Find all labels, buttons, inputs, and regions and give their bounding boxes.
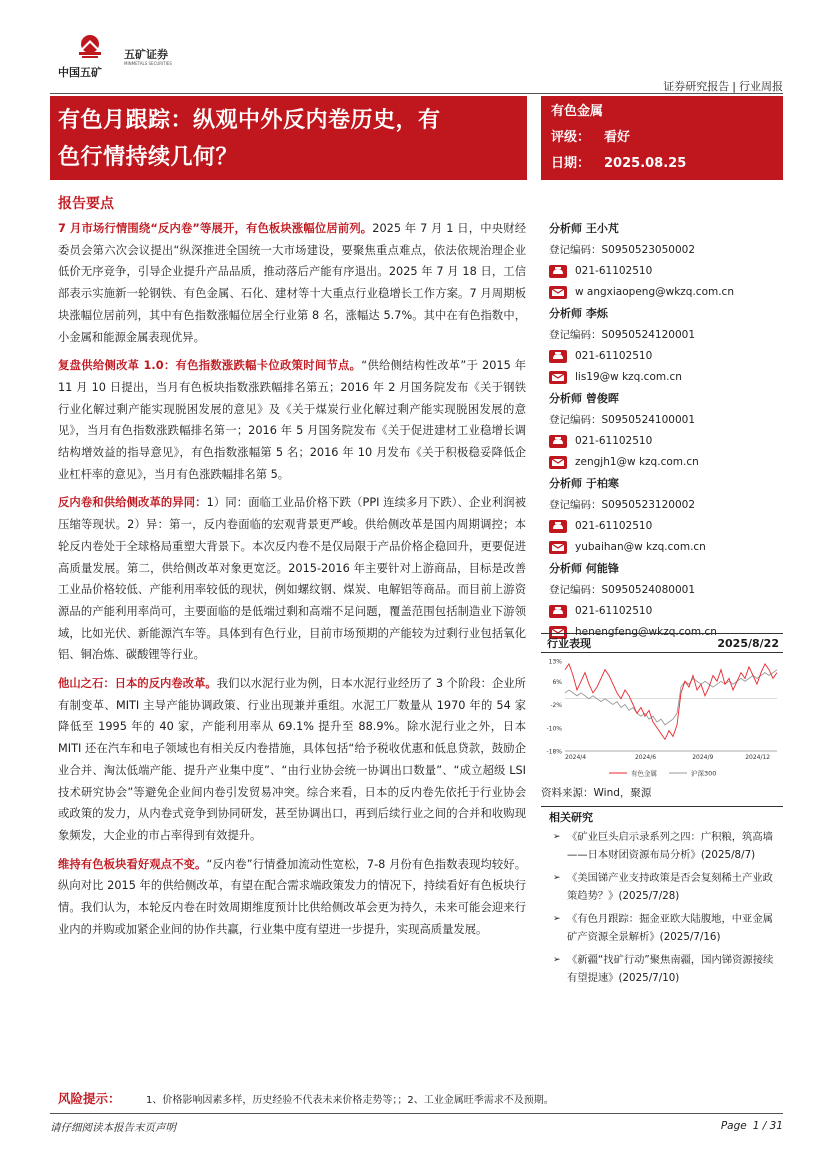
analyst-reg: 登记编码：S0950524120001 xyxy=(549,329,696,341)
analyst-reg: 登记编码：S0950523050002 xyxy=(549,244,696,256)
y-tick-label: -18% xyxy=(546,748,562,756)
arrow-icon: ➢ xyxy=(553,955,561,965)
related-item[interactable] xyxy=(541,910,783,946)
paragraph-lead: 他山之石：日本的反内卷改革。 xyxy=(58,677,217,691)
analyst-phone-row xyxy=(549,431,783,452)
date-label: 日期： xyxy=(551,156,591,171)
main-content xyxy=(58,218,526,948)
report-title-line-1: 有色月跟踪：纵观中外反内卷历史，有 xyxy=(58,108,441,133)
analyst-card xyxy=(549,303,783,388)
analyst-phone[interactable]: 021-61102510 xyxy=(575,350,653,362)
y-tick-label: -10% xyxy=(546,725,562,733)
paragraph-body: 2025 年 7 月 1 日，中央财经委员会第六次会议提出“纵深推进全国统一大市场建设，要聚焦重点难点，依法依规治理企业低价无序竞争，引导企业提升产品品质，推动落后产能有序退出。2025 年 7 月 18 日，工信部表示实施新一轮钢铁、有色金属、石化、建材等十大重点行业稳增长工作方案。7 月周期板块涨幅位居前列，其中有色指数涨幅位居全行业第 8 名，涨幅达 5.7%。其中在有色指数中，小金属和能源金属表现优异。 xyxy=(58,222,526,344)
minmetals-logo-icon xyxy=(76,34,104,60)
performance-chart xyxy=(541,633,783,781)
rating-banner xyxy=(541,96,783,180)
paragraph-lead: 维持有色板块看好观点不变。 xyxy=(58,857,207,871)
related-research xyxy=(541,806,783,992)
y-tick-label: 6% xyxy=(552,678,562,686)
analyst-name: 分析师 曾俊晖 xyxy=(549,392,619,405)
related-item[interactable] xyxy=(541,951,783,987)
report-type-separator: | xyxy=(732,80,736,93)
analyst-email[interactable]: lis19@w kzq.com.cn xyxy=(575,371,682,383)
paragraph xyxy=(58,492,526,666)
legend-label: 沪深300 xyxy=(691,769,717,778)
date-row xyxy=(551,151,773,177)
paragraph xyxy=(58,673,526,847)
risk-label: 风险提示： xyxy=(58,1091,121,1106)
phone-icon xyxy=(549,435,567,448)
analyst-phone-row xyxy=(549,516,783,537)
logo-cn-name: 中国五矿 xyxy=(58,66,102,79)
phone-icon xyxy=(549,605,567,618)
paragraph-lead: 7 月市场行情围绕“反内卷”等展开，有色板块涨幅位居前列。 xyxy=(58,222,373,235)
chart-title: 行业表现 xyxy=(547,637,591,650)
logo-brand: 五矿证券 xyxy=(124,48,168,61)
arrow-icon: ➢ xyxy=(553,873,561,883)
related-item[interactable] xyxy=(541,828,783,864)
x-tick-label: 2024/4 xyxy=(565,754,587,761)
date-value: 2025.08.25 xyxy=(604,156,687,171)
paragraph xyxy=(58,218,526,348)
analyst-email[interactable]: henengfeng@wkzq.com.cn xyxy=(575,626,717,638)
rating-label: 评级： xyxy=(551,130,591,145)
analyst-email-row xyxy=(549,282,783,303)
analyst-email[interactable]: zengjh1@w kzq.com.cn xyxy=(575,456,699,468)
analyst-reg: 登记编码：S0950523120002 xyxy=(549,499,696,511)
y-tick-label: 13% xyxy=(548,658,562,666)
analyst-email-row xyxy=(549,452,783,473)
analyst-list xyxy=(549,218,783,643)
chart-header xyxy=(541,633,783,653)
analyst-phone[interactable]: 021-61102510 xyxy=(575,435,653,447)
related-item-text: 《有色月跟踪：掘金亚欧大陆腹地，中亚金属矿产资源全景解析》(2025/7/16) xyxy=(567,913,773,943)
paragraph-lead: 复盘供给侧改革 1.0：有色指数涨跌幅卡位政策时间节点。 xyxy=(58,359,362,373)
analyst-name: 分析师 于柏寒 xyxy=(549,477,619,490)
analyst-card xyxy=(549,473,783,558)
related-item-text: 《矿业巨头启示录系列之四：广积粮，筑高墙——日本财团资源布局分析》(2025/8/7) xyxy=(567,831,773,861)
x-tick-label: 2024/6 xyxy=(634,754,657,761)
email-icon xyxy=(549,371,567,384)
report-title-line-2: 色行情持续几何？ xyxy=(58,145,239,170)
analyst-email-row xyxy=(549,537,783,558)
phone-icon xyxy=(549,350,567,363)
related-item-text: 《新疆“找矿行动”聚焦南疆，国内锑资源接续有望提速》(2025/7/10) xyxy=(567,954,774,984)
chart-date: 2025/8/22 xyxy=(717,636,779,650)
bottom-divider xyxy=(50,1113,783,1114)
analyst-email[interactable]: w angxiaopeng@wkzq.com.cn xyxy=(575,286,734,298)
phone-icon xyxy=(549,265,567,278)
page-number: 1 / 31 xyxy=(752,1120,783,1132)
report-type-2: 行业周报 xyxy=(739,80,783,93)
paragraph-body: 我们以水泥行业为例，日本水泥行业经历了 3 个阶段：企业所有制变革、MITI 主导产能协调政策、行业出现兼并重组。水泥工厂数量从 1970 年的 54 家降低至 1995 年的 40 家，产能利用率从 69.1% 提升至 88.9%。除水泥行业之外，日本 MITI 还在汽车和电子领域也有相关反内卷措施，具体包括“给予税收优惠和低息贷款，鼓励企业合并、淘汰低端产能、提升产业集中度”、“由行业协会统一协调出口数量”、“成立超级 LSI 技术研究协会”等避免企业间内卷引发贸易冲突。综合来看，日本的反内卷先依托于行业协会或政策的发力，从内卷式竞争到协同研发，甚至协调出口，再到后续行业之间的合并和收购现象频发，大企业的市占率得到有效提升。 xyxy=(58,677,526,842)
paragraph-body: “反内卷”行情叠加流动性宽松，7-8 月份有色指数表现均较好。纵向对比 2015 年的供给侧改革，有望在配合需求端政策发力的情况下，持续看好有色板块行情。我们认为，本轮反内卷在时效周期维度预计比供给侧改革会更为持久，未来可能会迎来行业内的并购或加紧企业间的协作共赢，行业集中度有望进一步提升，实现高质量发展。 xyxy=(58,857,526,936)
series-line xyxy=(565,664,777,740)
related-item[interactable] xyxy=(541,869,783,905)
analyst-email-row xyxy=(549,367,783,388)
analyst-name: 分析师 王小芃 xyxy=(549,222,619,235)
paragraph xyxy=(58,854,526,941)
arrow-icon: ➢ xyxy=(553,914,561,924)
page-label: Page xyxy=(720,1120,747,1132)
company-logo xyxy=(58,34,178,82)
footer-disclaimer: 请仔细阅读本报告末页声明 xyxy=(50,1122,176,1134)
analyst-phone-row xyxy=(549,261,783,282)
analyst-email[interactable]: yubaihan@w kzq.com.cn xyxy=(575,541,706,553)
risk-notice xyxy=(58,1089,783,1107)
paragraph-lead: 反内卷和供给侧改革的异同： xyxy=(58,496,207,510)
analyst-phone[interactable]: 021-61102510 xyxy=(575,605,653,617)
analyst-card xyxy=(549,558,783,643)
footer-page xyxy=(715,1120,783,1132)
y-tick-label: -2% xyxy=(550,702,562,710)
logo-brand-sub: MINMETALS SECURITIES xyxy=(124,61,172,66)
chart-plot xyxy=(541,653,783,781)
related-title: 相关研究 xyxy=(541,806,783,828)
analyst-card xyxy=(549,218,783,303)
analyst-card xyxy=(549,388,783,473)
chart-source: 资料来源：Wind，聚源 xyxy=(541,787,652,799)
phone-icon xyxy=(549,520,567,533)
report-type xyxy=(663,78,783,94)
top-divider xyxy=(50,93,783,94)
analyst-phone[interactable]: 021-61102510 xyxy=(575,265,653,277)
paragraph-body: 1）同：面临工业品价格下跌（PPI 连续多月下跌）、企业利润被压缩等现状。2）异：第一，反内卷面临的宏观背景更严峻。供给侧改革是国内周期调控；本轮反内卷处于全球格局重塑大背景下。本次反内卷不是仅局限于产品价格企稳回升，更要促进高质量发展。第二，供给侧改革对象更宽泛。2015-2016 年主要针对上游商品，目标是改善工业品价格较低、产能利用率较低的现状，例如螺纹钢、煤炭、电解铝等商品。而目前上游资源品的产能利用率尚可，主要面临的是低端过剩和高端不足问题，覆盖范围包括制造业下游领域，比如光伏、新能源汽车等。具体到有色行业，目前市场预期的产能较为过剩行业包括氧化铝、铜冶炼、碳酸锂等行业。 xyxy=(58,496,526,662)
risk-text: 1、价格影响因素多样，历史经验不代表未来价格走势等；；2、工业金属旺季需求不及预期。 xyxy=(146,1094,554,1106)
paragraph xyxy=(58,355,526,485)
email-icon xyxy=(549,286,567,299)
x-tick-label: 2024/12 xyxy=(745,754,771,761)
analyst-name: 分析师 李烁 xyxy=(549,307,608,320)
analyst-phone-row xyxy=(549,601,783,622)
analyst-name: 分析师 何能锋 xyxy=(549,562,619,575)
analyst-reg: 登记编码：S0950524080001 xyxy=(549,584,696,596)
report-type-1: 证券研究报告 xyxy=(663,80,730,93)
related-item-text: 《美国锑产业支持政策是否会复刻稀土产业政策趋势？》(2025/7/28) xyxy=(567,872,773,902)
analyst-phone[interactable]: 021-61102510 xyxy=(575,520,653,532)
analyst-reg: 登记编码：S0950524100001 xyxy=(549,414,696,426)
section-title: 报告要点 xyxy=(58,196,114,212)
arrow-icon: ➢ xyxy=(553,832,561,842)
industry-name: 有色金属 xyxy=(551,104,604,119)
title-banner xyxy=(50,96,527,180)
rating-row xyxy=(551,125,773,151)
email-icon xyxy=(549,541,567,554)
related-list xyxy=(541,828,783,987)
paragraph-body: “供给侧结构性改革”于 2015 年 11 月 10 日提出，当月有色板块指数涨跌幅排名第五；2016 年 2 月国务院发布《关于钢铁行业化解过剩产能实现脱困发展的意见》及《关于煤炭行业化解过剩产能实现脱困发展的意见》，当月有色指数涨跌幅排名第一；2016 年 5 月国务院发布《关于促进建材工业稳增长调结构增效益的指导意见》，有色指数涨幅第 5 名；2016 年 10 月发布《关于积极稳妥降低企业杠杆率的意见》，当月有色涨跌幅排名第 5。 xyxy=(58,359,526,481)
analyst-phone-row xyxy=(549,346,783,367)
rating-value: 看好 xyxy=(604,130,631,145)
x-tick-label: 2024/9 xyxy=(692,754,714,761)
email-icon xyxy=(549,456,567,469)
legend-label: 有色金属 xyxy=(631,769,657,778)
